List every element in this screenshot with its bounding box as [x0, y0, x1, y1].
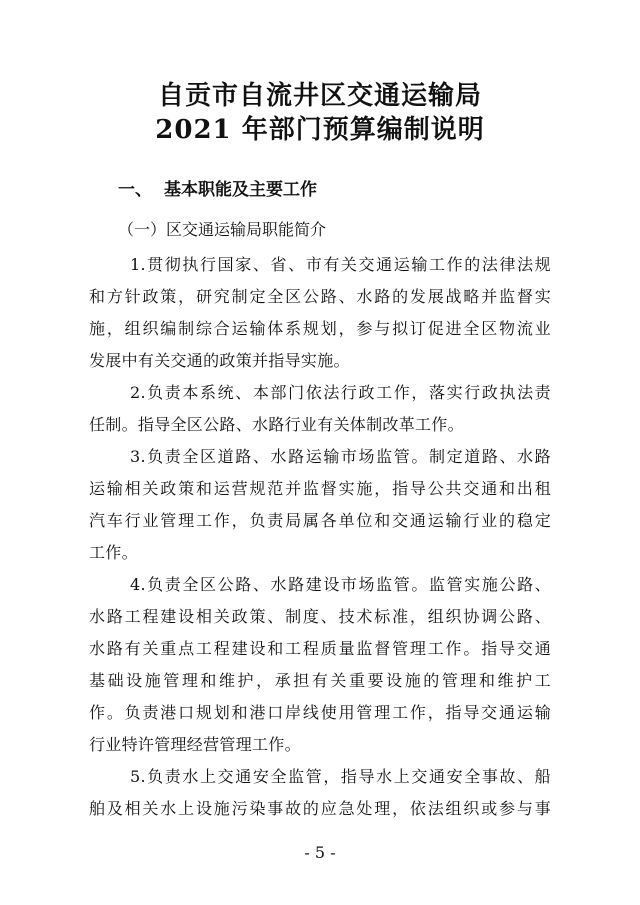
paragraph-2-line-1: 2.负责本系统、本部门依法行政工作，落实行政执法责	[130, 383, 551, 402]
paragraph-3-line-2: 运输相关政策和运营规范并监督实施，指导公共交通和出租	[89, 479, 551, 498]
paragraph-4-line-1: 4.负责全区公路、水路建设市场监管。监管实施公路、	[130, 575, 551, 594]
paragraph-4-line-2: 水路工程建设相关政策、制度、技术标准，组织协调公路、	[89, 607, 551, 626]
paragraph-1-line-4: 发展中有关交通的政策并指导实施。	[89, 351, 350, 370]
paragraph-4-line-4: 基础设施管理和维护，承担有关重要设施的管理和维护工	[89, 671, 551, 690]
paragraph-5-line-1: 5.负责水上交通安全监管，指导水上交通安全事故、船	[130, 767, 551, 786]
paragraph-4-line-6: 行业特许管理经营管理工作。	[89, 735, 301, 754]
paragraph-1-line-2: 和方针政策，研究制定全区公路、水路的发展战略并监督实	[89, 287, 551, 306]
section-heading	[118, 178, 317, 202]
paragraph-3-line-4: 工作。	[89, 543, 138, 562]
paragraph-4-line-3: 水路有关重点工程建设和工程质量监督管理工作。指导交通	[89, 639, 551, 658]
section-number: 一、	[118, 180, 152, 200]
paragraph-1-line-3: 施，组织编制综合运输体系规划，参与拟订促进全区物流业	[89, 319, 551, 338]
paragraph-5-line-2: 舶及相关水上设施污染事故的应急处理，依法组织或参与事	[89, 799, 551, 818]
page-number: - 5 -	[304, 843, 336, 862]
section-title: 基本职能及主要工作	[164, 180, 317, 200]
paragraph-2-line-2: 任制。指导全区公路、水路行业有关体制改革工作。	[89, 415, 464, 434]
paragraph-3-line-1: 3.负责全区道路、水路运输市场监管。制定道路、水路	[130, 447, 551, 466]
document-title-line-2: 2021 年部门预算编制说明	[155, 115, 485, 145]
subsection-heading: （一）区交通运输局职能简介	[118, 220, 327, 239]
paragraph-1-line-1: 1.贯彻执行国家、省、市有关交通运输工作的法律法规	[130, 255, 551, 274]
paragraph-4-line-5: 作。负责港口规划和港口岸线使用管理工作，指导交通运输	[89, 703, 551, 722]
paragraph-3-line-3: 汽车行业管理工作，负责局属各单位和交通运输行业的稳定	[89, 511, 551, 530]
document-title-line-1: 自贡市自流井区交通运输局	[157, 81, 482, 111]
